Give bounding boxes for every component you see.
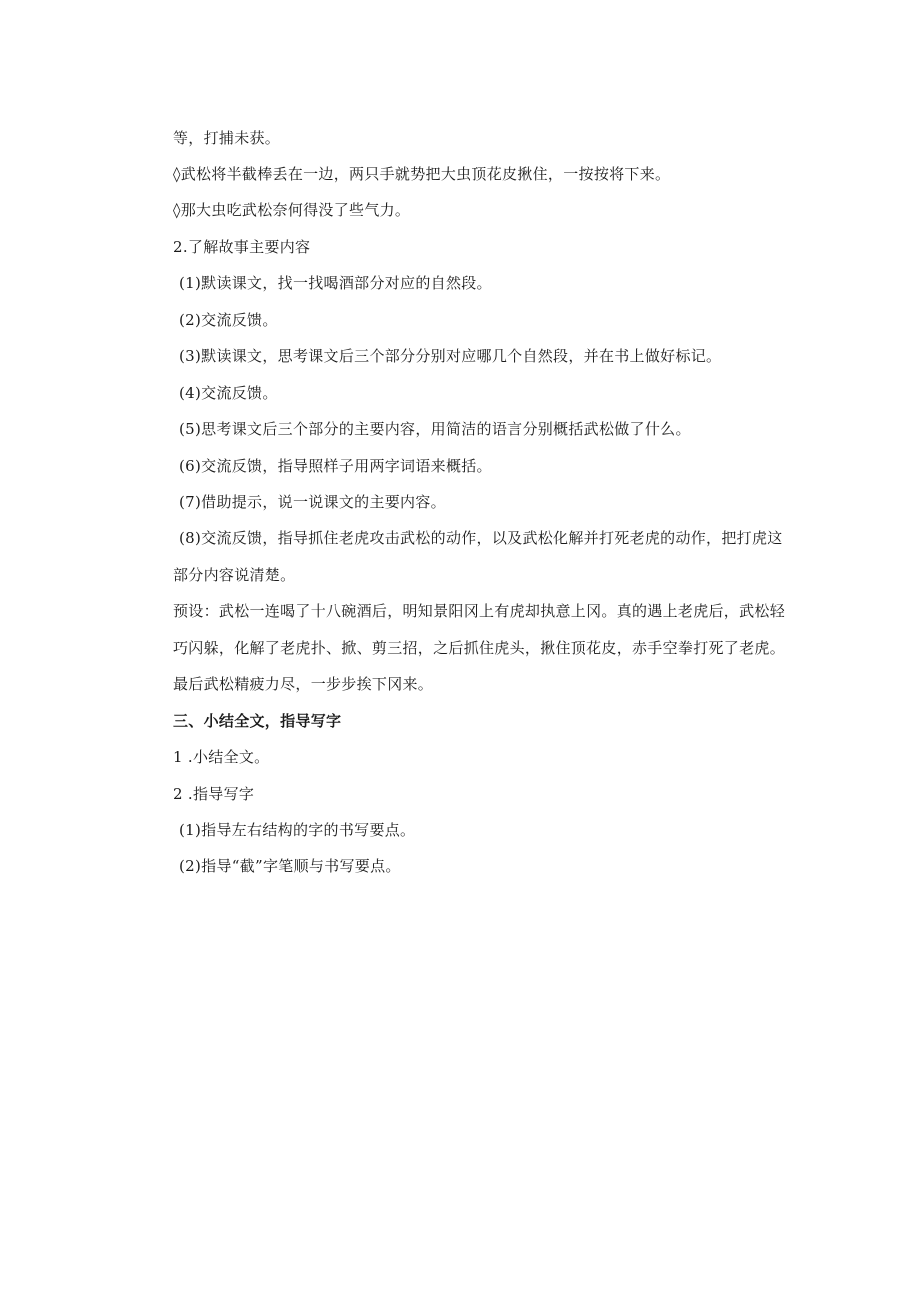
step-6: (6)交流反馈，指导照样子用两字词语来概括。 xyxy=(179,457,492,475)
step-3: (3)默读课文，思考课文后三个部分分别对应哪几个自然段，并在书上做好标记。 xyxy=(179,347,722,365)
preset-line-3: 最后武松精疲力尽，一步步挨下冈来。 xyxy=(173,675,434,693)
step-2: (2)交流反馈。 xyxy=(179,311,278,329)
writing-point-2: (2)指导“截”字笔顺与书写要点。 xyxy=(179,857,401,875)
step-1: (1)默读课文，找一找喝酒部分对应的自然段。 xyxy=(179,274,492,292)
preset-line-1: 预设：武松一连喝了十八碗酒后，明知景阳冈上有虎却执意上冈。真的遇上老虎后，武松轻 xyxy=(173,602,786,620)
text-line-2: ◊武松将半截棒丢在一边，两只手就势把大虫顶花皮揪住，一按按将下来。 xyxy=(173,165,671,183)
step-8-continued: 部分内容说清楚。 xyxy=(173,566,296,584)
step-8: (8)交流反馈，指导抓住老虎攻击武松的动作，以及武松化解并打死老虎的动作，把打虎这 xyxy=(179,529,783,547)
preset-line-2: 巧闪躲，化解了老虎扑、掀、剪三招，之后抓住虎头，揪住顶花皮，赤手空拳打死了老虎。 xyxy=(173,639,786,657)
writing-point-1: (1)指导左右结构的字的书写要点。 xyxy=(179,821,416,839)
step-5: (5)思考课文后三个部分的主要内容，用简洁的语言分别概括武松做了什么。 xyxy=(179,420,691,438)
step-4: (4)交流反馈。 xyxy=(179,384,278,402)
section-heading-3: 三、小结全文，指导写字 xyxy=(173,712,342,730)
step-7: (7)借助提示，说一说课文的主要内容。 xyxy=(179,493,446,511)
text-line-3: ◊那大虫吃武松奈何得没了些气力。 xyxy=(173,201,411,219)
section-heading-2: 2.了解故事主要内容 xyxy=(173,238,311,256)
summary-item-1: 1 .小结全文。 xyxy=(173,748,270,766)
text-line-1: 等，打捕未获。 xyxy=(173,129,281,147)
summary-item-2: 2 .指导写字 xyxy=(173,785,255,803)
